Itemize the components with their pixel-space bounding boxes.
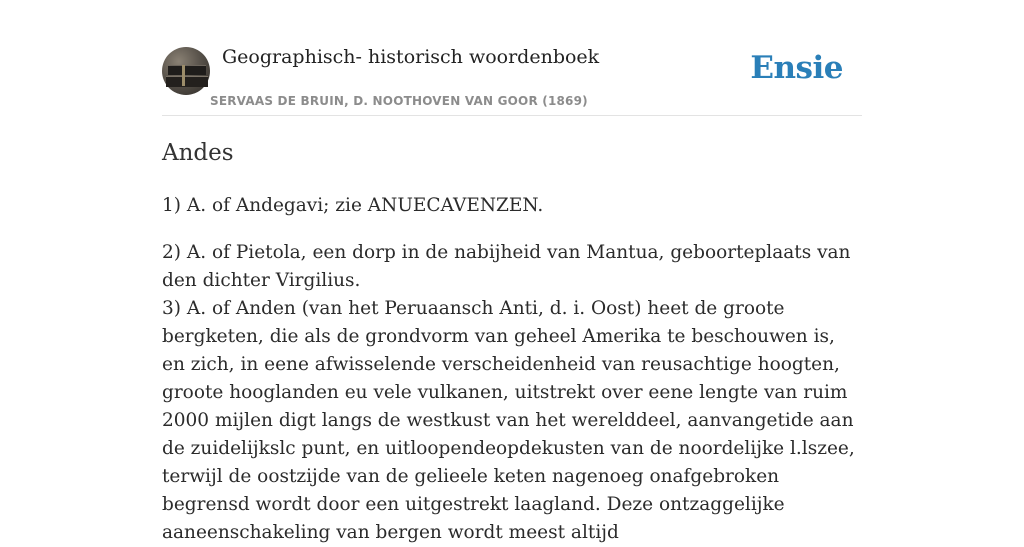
book-title-link[interactable]: Geographisch- historisch woordenboek	[222, 46, 600, 68]
entry-paragraph-2: 2) A. of Pietola, een dorp in de nabijheid van Mantua, geboorteplaats van den dichter Virgilius.	[162, 242, 851, 291]
entry-body	[162, 192, 862, 547]
ensie-logo[interactable]: Ensie	[750, 50, 843, 86]
entry-paragraph-3: 3) A. of Anden (van het Peruaansch Anti, d. i. Oost) heet de groote bergketen, die als de grondvorm van geheel Amerika te beschouwen is, en zich, in eene afwisselende verscheidenheid van reusachtige hoogten, groote hooglanden eu vele vulkanen, uitstrekt over eene lengte van ruim 2000 mijlen digt langs de westkust van het werelddeel, aanvangetide aan de zuidelijkslc punt, en uitloopendeopdekusten van de noordelijke l.lszee, terwijl de oostzijde van de gelieele keten nagenoeg onafgebroken begrensd wordt door een uitgestrekt laagland. Deze ontzaggelijke aaneenschakeling van bergen wordt meest altijd	[162, 298, 855, 543]
entry-card	[162, 0, 862, 543]
entry-title: Andes	[162, 140, 234, 166]
entry-paragraph-1: 1) A. of Andegavi; zie ANUECAVENZEN.	[162, 195, 544, 216]
entry-header	[162, 0, 862, 116]
book-avatar[interactable]	[162, 47, 210, 95]
book-authors: SERVAAS DE BRUIN, D. NOOTHOVEN VAN GOOR (1869)	[210, 94, 588, 108]
